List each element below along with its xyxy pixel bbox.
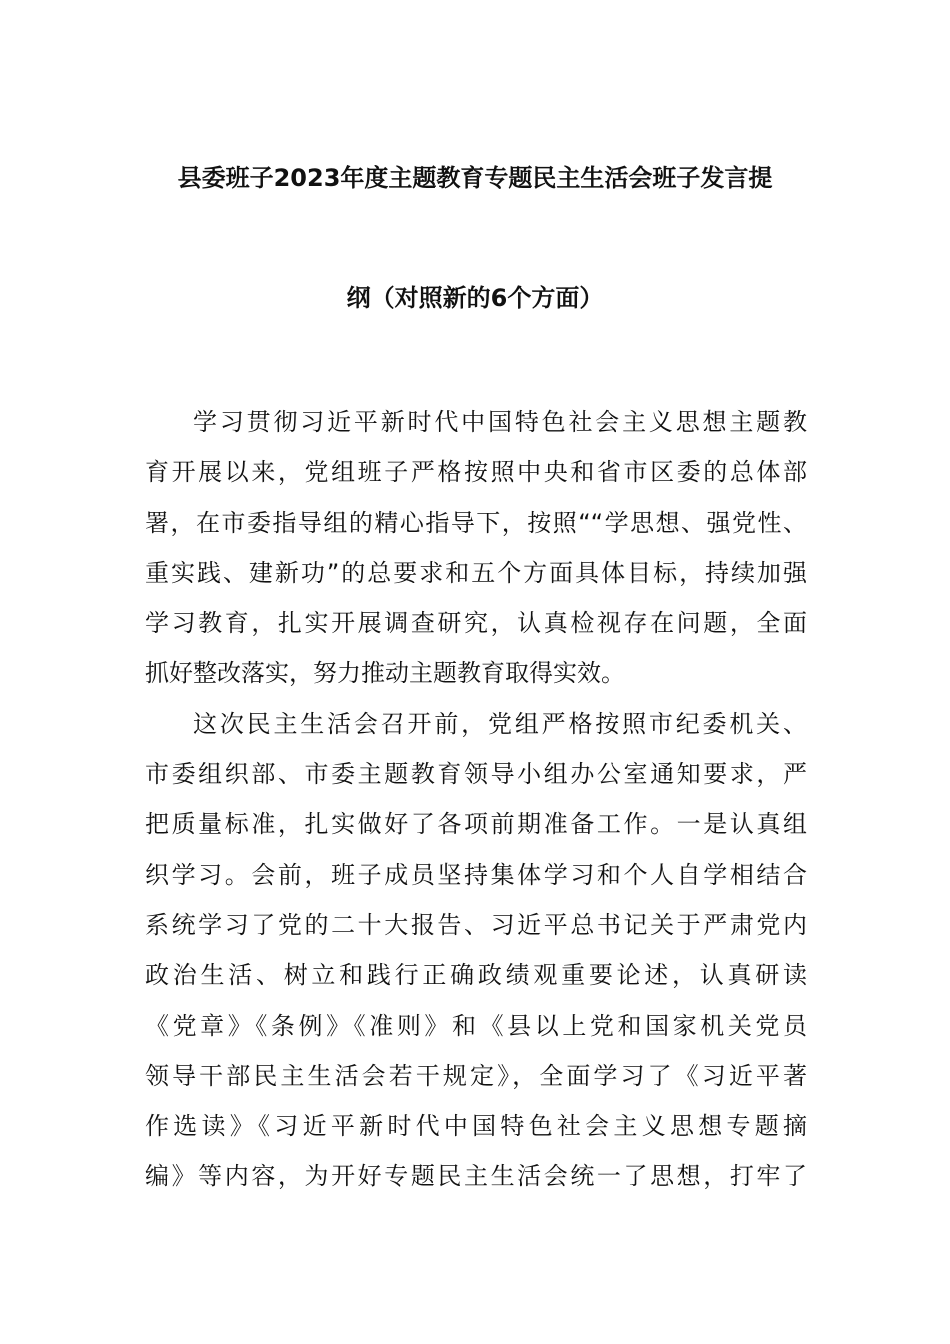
paragraph-line: 领导干部民主生活会若干规定》，全面学习了《习近平著 <box>145 1061 807 1090</box>
paragraph-line: 学习教育，扎实开展调查研究，认真检视存在问题，全面 <box>145 609 807 638</box>
paragraph-line: 这次民主生活会召开前，党组严格按照市纪委机关、 <box>193 709 807 738</box>
document-title-line-1: 县委班子2023年度主题教育专题民主生活会班子发言提 <box>177 164 773 192</box>
document-body <box>145 402 807 1207</box>
paragraph-line: 《党章》《条例》《准则》和《县以上党和国家机关党员 <box>145 1011 807 1040</box>
paragraph-line: 系统学习了党的二十大报告、习近平总书记关于严肃党内 <box>145 910 807 939</box>
paragraph-line: 市委组织部、市委主题教育领导小组办公室通知要求，严 <box>145 760 807 789</box>
paragraph-line: 政治生活、树立和践行正确政绩观重要论述，认真研读 <box>145 961 807 990</box>
paragraph-line: 编》等内容，为开好专题民主生活会统一了思想，打牢了 <box>145 1162 807 1191</box>
paragraph-line: 把质量标准，扎实做好了各项前期准备工作。一是认真组 <box>145 810 807 839</box>
paragraph-line: 抓好整改落实，努力推动主题教育取得实效。 <box>145 659 625 688</box>
paragraph-line: 作选读》《习近平新时代中国特色社会主义思想专题摘 <box>145 1112 807 1141</box>
paragraph-line: 织学习。会前，班子成员坚持集体学习和个人自学相结合 <box>145 860 807 889</box>
paragraph-line: 署，在市委指导组的精心指导下，按照““学思想、强党性、 <box>145 508 807 537</box>
paragraph-line: 学习贯彻习近平新时代中国特色社会主义思想主题教 <box>193 408 807 436</box>
paragraph-1 <box>145 402 807 704</box>
paragraph-2 <box>145 704 807 1207</box>
document-title-line-2: 纲（对照新的6个方面） <box>346 284 604 312</box>
paragraph-line: 重实践、建新功”的总要求和五个方面具体目标，持续加强 <box>145 558 807 587</box>
paragraph-line: 育开展以来，党组班子严格按照中央和省市区委的总体部 <box>145 458 807 487</box>
